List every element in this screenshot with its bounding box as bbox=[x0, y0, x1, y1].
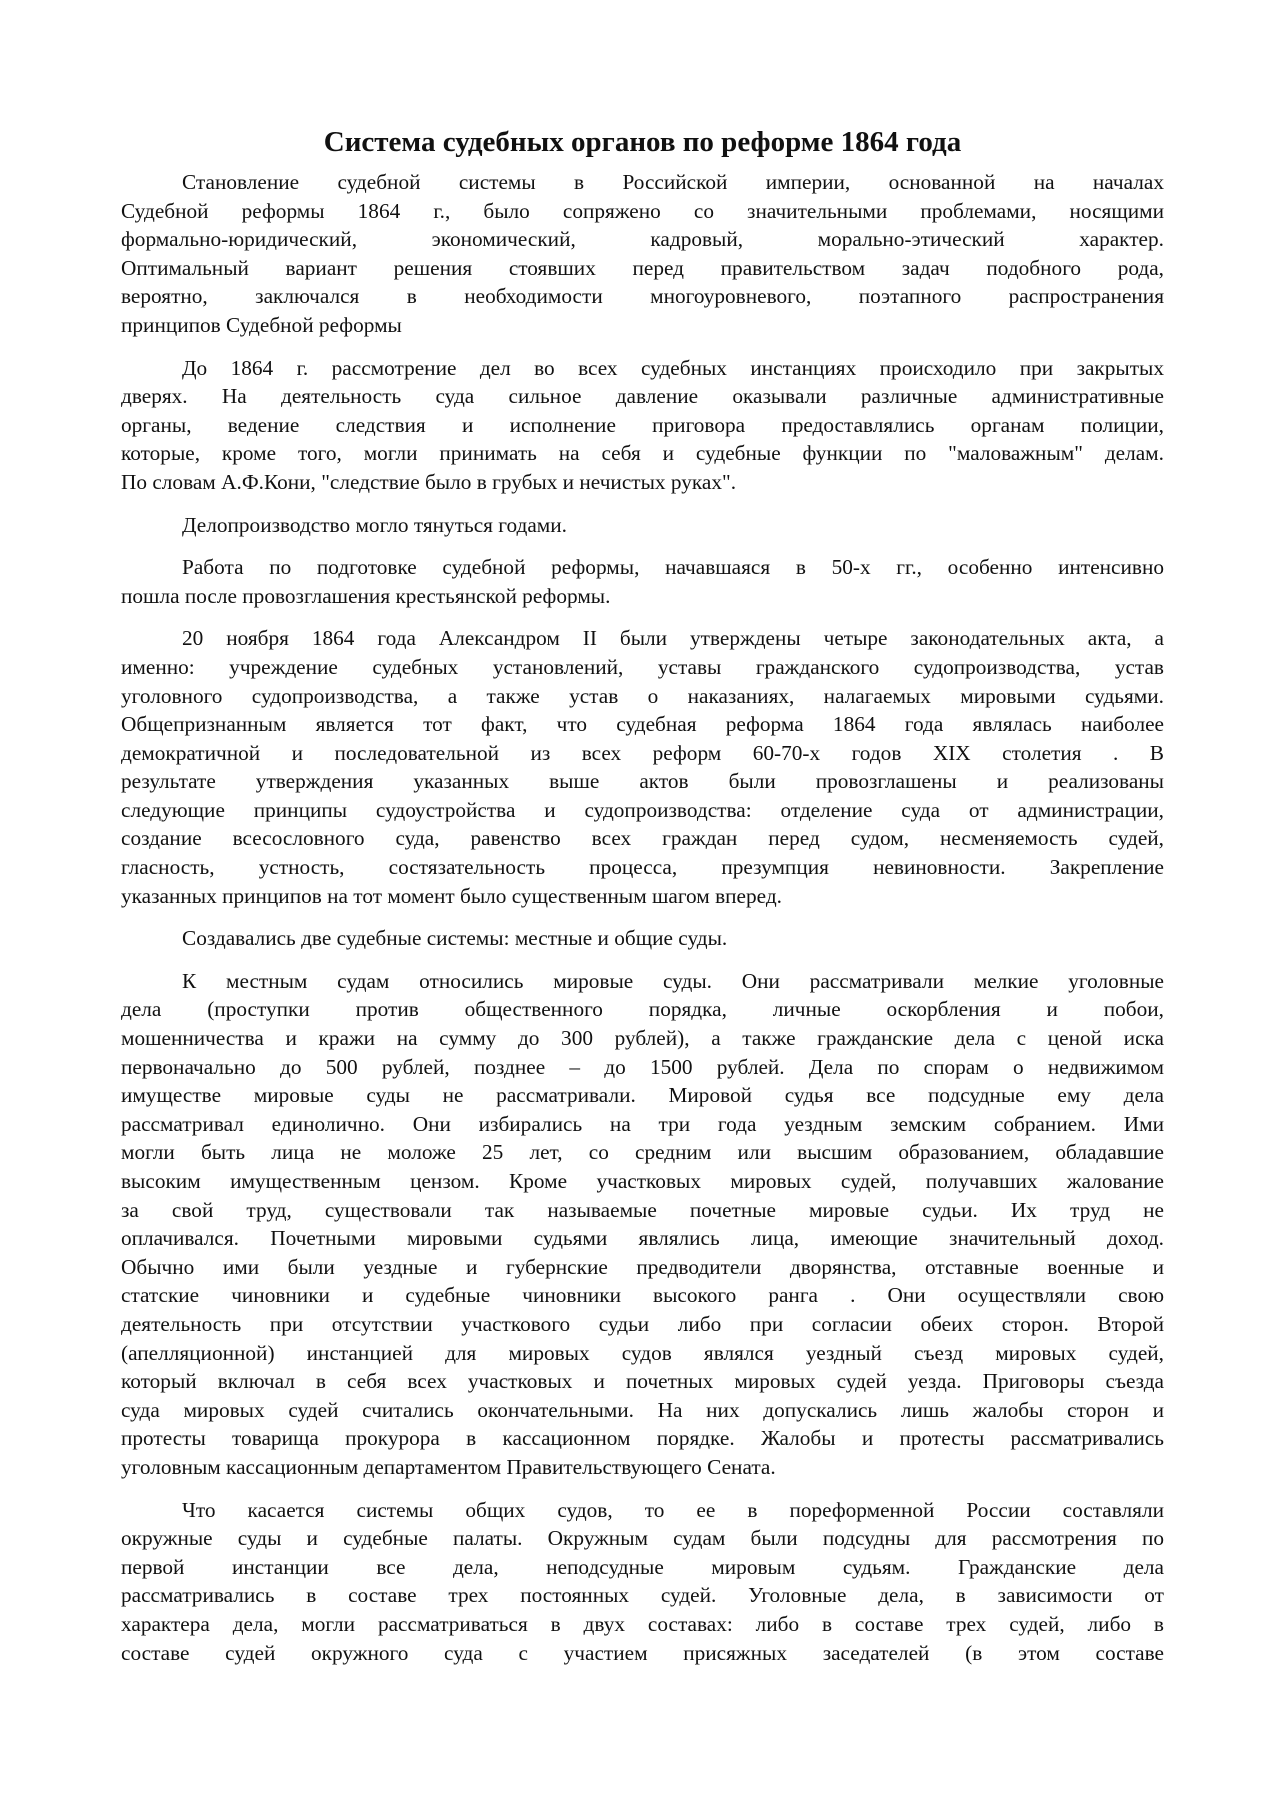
text-line: Оптимальный вариант решения стоявших перед правительством задач подобного рода, bbox=[121, 255, 1164, 280]
text-line: суда мировых судей считались окончательными. На них допускались лишь жалобы сторон и bbox=[121, 1397, 1164, 1422]
text-line: органы, ведение следствия и исполнение приговора предоставлялись органам полиции, bbox=[121, 412, 1164, 437]
document-body bbox=[121, 168, 1164, 1667]
text-line: формально-юридический, экономический, кадровый, морально-этический характер. bbox=[121, 227, 1164, 252]
paragraph bbox=[121, 924, 1164, 953]
text-line: уголовного судопроизводства, а также устав о наказаниях, налагаемых мировыми судьями. bbox=[121, 683, 1164, 708]
text-line: высоким имущественным цензом. Кроме участковых мировых судей, получавших жалование bbox=[121, 1169, 1164, 1193]
text-line: пошла после провозглашения крестьянской реформы. bbox=[121, 583, 611, 608]
text-line: первоначально до 500 рублей, позднее – до 1500 рублей. Дела по спорам о недвижимом bbox=[121, 1054, 1164, 1079]
paragraph bbox=[121, 553, 1164, 610]
paragraph bbox=[121, 354, 1164, 497]
text-line: рассматривал единолично. Они избирались на три года уездным земским собранием. Ими bbox=[121, 1111, 1164, 1136]
document-page bbox=[121, 124, 1164, 1681]
text-line: оплачивался. Почетными мировыми судьями являлись лица, имеющие значительный доход. bbox=[121, 1226, 1164, 1251]
text-line: Становление судебной системы в Российской империи, основанной на началах bbox=[182, 170, 1164, 194]
paragraph bbox=[121, 168, 1164, 340]
text-line: именно: учреждение судебных установлений, уставы гражданского судопроизводства, устав bbox=[121, 654, 1164, 679]
text-line: (апелляционной) инстанцией для мировых судов являлся уездный съезд мировых судей, bbox=[121, 1340, 1164, 1365]
paragraph bbox=[121, 624, 1164, 910]
text-line: которые, кроме того, могли принимать на себя и судебные функции по "маловажным" делам. bbox=[121, 441, 1164, 466]
text-line: первой инстанции все дела, неподсудные мировым судьям. Гражданские дела bbox=[121, 1554, 1164, 1579]
text-line: мошенничества и кражи на сумму до 300 рублей), а также гражданские дела с ценой иска bbox=[121, 1026, 1164, 1051]
text-line: уголовным кассационным департаментом Правительствующего Сената. bbox=[121, 1454, 776, 1479]
text-line: 20 ноября 1864 года Александром II были утверждены четыре законодательных акта, а bbox=[182, 626, 1164, 651]
text-line: характера дела, могли рассматриваться в двух составах: либо в составе трех судей, либо в bbox=[121, 1611, 1164, 1636]
text-line: составе судей окружного суда с участием присяжных заседателей (в этом составе bbox=[121, 1640, 1164, 1665]
text-line: К местным судам относились мировые суды. Они рассматривали мелкие уголовные bbox=[182, 968, 1164, 993]
text-line: за свой труд, существовали так называемые почетные мировые судьи. Их труд не bbox=[121, 1197, 1164, 1222]
text-line: демократичной и последовательной из всех реформ 60-70-х годов XIX столетия . В bbox=[121, 740, 1164, 765]
text-line: гласность, устность, состязательность процесса, презумпция невиновности. Закрепление bbox=[121, 855, 1164, 880]
text-line: деятельность при отсутствии участкового судьи либо при согласии обеих сторон. Второй bbox=[121, 1311, 1164, 1336]
text-line: дверях. На деятельность суда сильное давление оказывали различные административные bbox=[121, 384, 1164, 409]
text-line: Делопроизводство могло тянуться годами. bbox=[182, 512, 568, 537]
text-line: Что касается системы общих судов, то ее в пореформенной России составляли bbox=[182, 1497, 1164, 1522]
text-line: создание всесословного суда, равенство всех граждан перед судом, несменяемость судей, bbox=[121, 826, 1164, 851]
text-line: Создавались две судебные системы: местные и общие суды. bbox=[182, 926, 728, 951]
text-line: рассматривались в составе трех постоянных судей. Уголовные дела, в зависимости от bbox=[121, 1583, 1164, 1608]
text-line: результате утверждения указанных выше актов были провозглашены и реализованы bbox=[121, 769, 1164, 794]
text-line: статские чиновники и судебные чиновники высокого ранга . Они осуществляли свою bbox=[121, 1283, 1164, 1308]
text-line: который включал в себя всех участковых и почетных мировых судей уезда. Приговоры съезда bbox=[121, 1369, 1164, 1394]
text-line: По словам А.Ф.Кони, "следствие было в грубых и нечистых руках". bbox=[121, 469, 737, 494]
text-line: указанных принципов на тот момент было существенным шагом вперед. bbox=[121, 883, 782, 908]
text-line: принципов Судебной реформы bbox=[121, 312, 402, 337]
text-line: Работа по подготовке судебной реформы, начавшаяся в 50-х гг., особенно интенсивно bbox=[182, 555, 1164, 580]
paragraph bbox=[121, 1496, 1164, 1668]
text-line: До 1864 г. рассмотрение дел во всех судебных инстанциях происходило при закрытых bbox=[182, 355, 1164, 380]
text-line: имуществе мировые суды не рассматривали. Мировой судья все подсудные ему дела bbox=[121, 1083, 1164, 1108]
paragraph bbox=[121, 967, 1164, 1482]
text-line: дела (проступки против общественного порядка, личные оскорбления и побои, bbox=[121, 997, 1164, 1022]
paragraph bbox=[121, 511, 1164, 540]
text-line: могли быть лица не моложе 25 лет, со средним или высшим образованием, обладавшие bbox=[121, 1140, 1164, 1165]
text-line: Судебной реформы 1864 г., было сопряжено со значительными проблемами, носящими bbox=[121, 198, 1164, 223]
document-title: Система судебных органов по реформе 1864 года bbox=[323, 126, 962, 158]
text-line: следующие принципы судоустройства и судопроизводства: отделение суда от администрации, bbox=[121, 797, 1164, 822]
text-line: окружные суды и судебные палаты. Окружным судам были подсудны для рассмотрения по bbox=[121, 1526, 1164, 1551]
text-line: вероятно, заключался в необходимости многоуровневого, поэтапного распространения bbox=[121, 284, 1164, 309]
text-line: протесты товарища прокурора в кассационном порядке. Жалобы и протесты рассматривались bbox=[121, 1426, 1164, 1451]
text-line: Общепризнанным является тот факт, что судебная реформа 1864 года являлась наиболее bbox=[121, 712, 1164, 737]
text-line: Обычно ими были уездные и губернские предводители дворянства, отставные военные и bbox=[121, 1254, 1164, 1279]
